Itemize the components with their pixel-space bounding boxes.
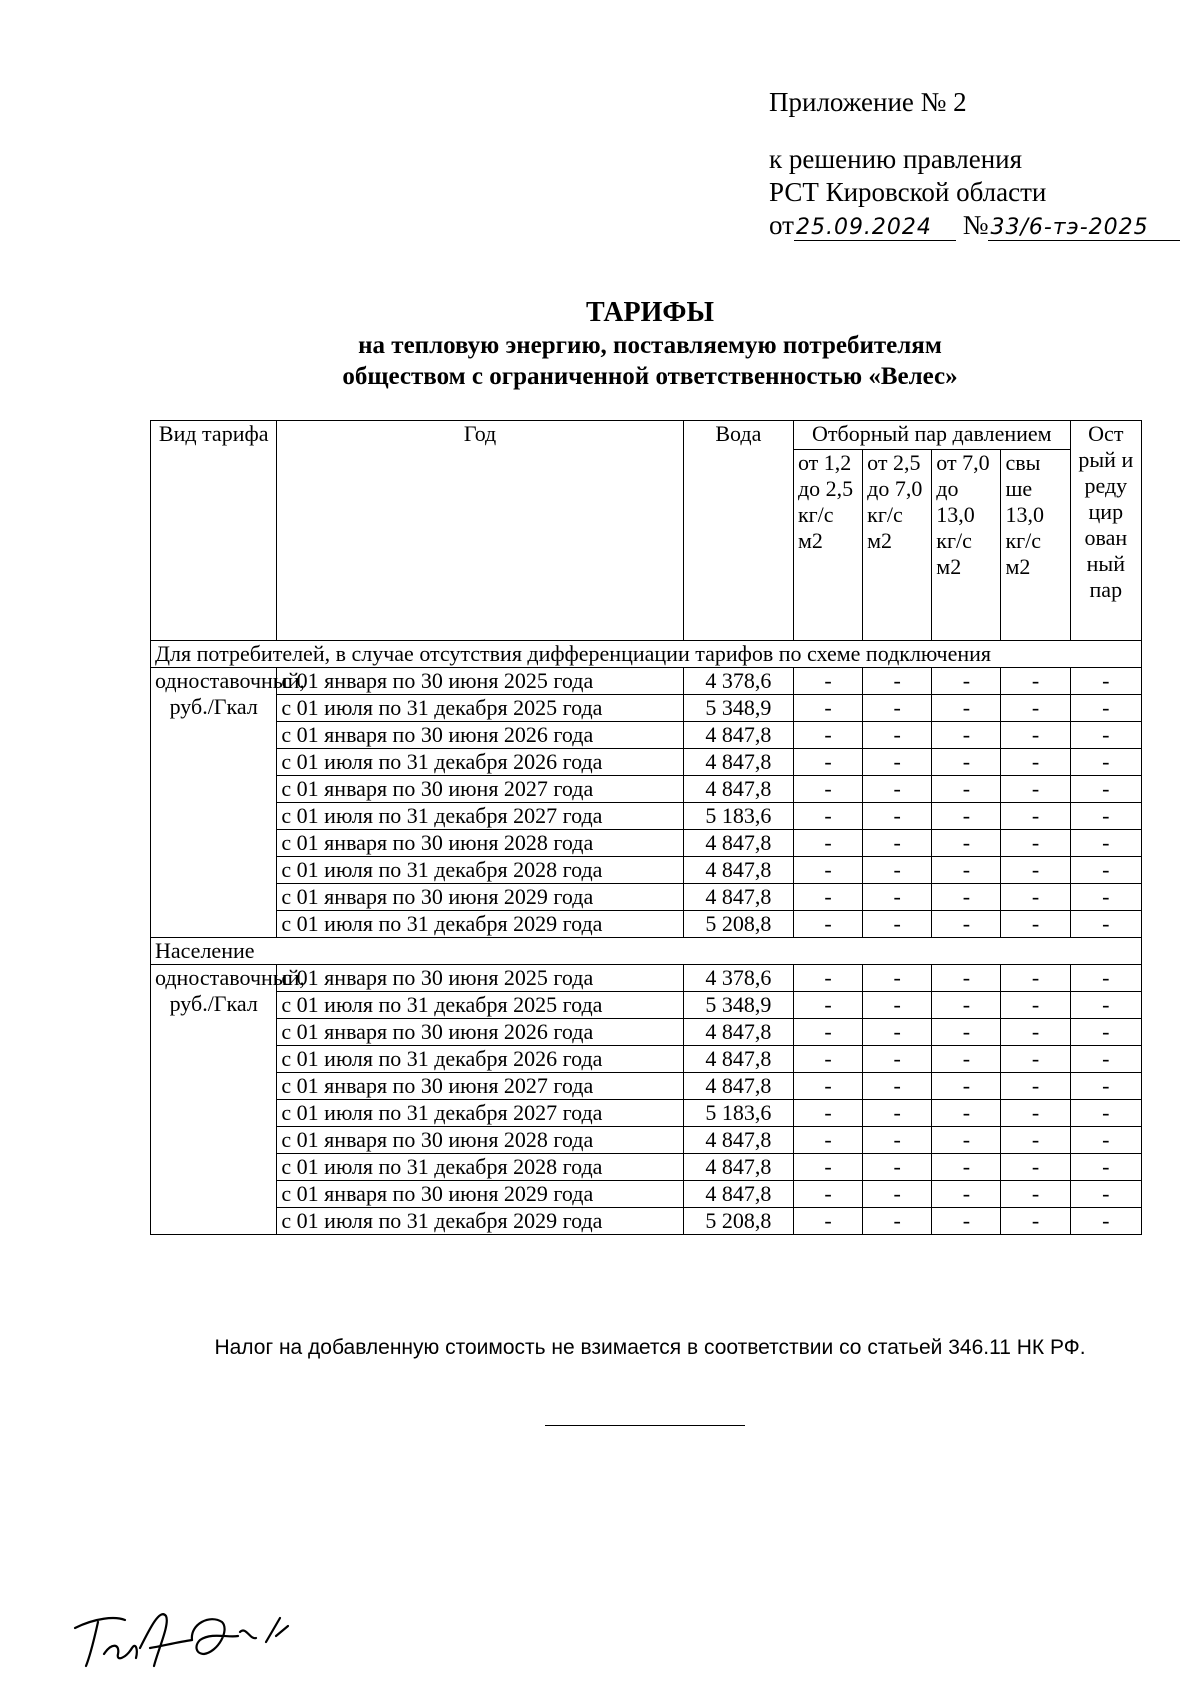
tariff-row [151, 1100, 1142, 1127]
steam-3-cell: - [932, 992, 1001, 1019]
steam-2-cell: - [863, 884, 932, 911]
reduced-steam-cell: - [1070, 1046, 1141, 1073]
period-cell: с 01 июля по 31 декабря 2027 года [277, 803, 683, 830]
water-tariff-cell: 4 847,8 [683, 722, 793, 749]
steam-2-cell: - [863, 803, 932, 830]
water-tariff-cell: 4 847,8 [683, 1127, 793, 1154]
reduced-steam-cell: - [1070, 1073, 1141, 1100]
steam-1-cell: - [793, 695, 862, 722]
handwritten-date: 25.09.2024 [794, 216, 956, 241]
steam-1-cell: - [793, 830, 862, 857]
tariff-row [151, 749, 1142, 776]
steam-2-cell: - [863, 749, 932, 776]
steam-3-cell: - [932, 1127, 1001, 1154]
appendix-authority: РСТ Кировской области [769, 177, 1047, 207]
section-row [151, 938, 1142, 965]
tariff-row [151, 992, 1142, 1019]
appendix-number: Приложение № 2 [769, 87, 967, 117]
reduced-steam-cell: - [1070, 965, 1141, 992]
tariff-row [151, 695, 1142, 722]
tariff-type-cell: одноставочный, руб./Гкал [151, 965, 277, 1235]
header-year: Год [277, 421, 683, 641]
reduced-steam-cell: - [1070, 695, 1141, 722]
steam-4-cell: - [1001, 992, 1070, 1019]
steam-2-cell: - [863, 992, 932, 1019]
reduced-steam-cell: - [1070, 803, 1141, 830]
water-tariff-cell: 4 847,8 [683, 830, 793, 857]
reduced-steam-cell: - [1070, 1154, 1141, 1181]
reduced-steam-cell: - [1070, 1208, 1141, 1235]
steam-1-cell: - [793, 776, 862, 803]
period-cell: с 01 января по 30 июня 2026 года [277, 1019, 683, 1046]
period-cell: с 01 июля по 31 декабря 2029 года [277, 911, 683, 938]
tariff-table [150, 420, 1142, 1235]
steam-4-cell: - [1001, 722, 1070, 749]
tariff-row [151, 1073, 1142, 1100]
steam-4-cell: - [1001, 668, 1070, 695]
water-tariff-cell: 4 847,8 [683, 1046, 793, 1073]
tariff-row [151, 1154, 1142, 1181]
header-type: Вид тарифа [151, 421, 277, 641]
steam-4-cell: - [1001, 749, 1070, 776]
steam-2-cell: - [863, 1019, 932, 1046]
period-cell: с 01 июля по 31 декабря 2028 года [277, 1154, 683, 1181]
header-steam-3: от 7,0 до 13,0 кг/с м2 [932, 450, 1001, 641]
header-steam-2: от 2,5 до 7,0 кг/с м2 [863, 450, 932, 641]
tariff-type-cell: одноставочный, руб./Гкал [151, 668, 277, 938]
appendix-date-line [769, 209, 1180, 242]
tariff-row [151, 1046, 1142, 1073]
steam-4-cell: - [1001, 911, 1070, 938]
steam-2-cell: - [863, 668, 932, 695]
period-cell: с 01 января по 30 июня 2029 года [277, 884, 683, 911]
tariff-row [151, 668, 1142, 695]
steam-1-cell: - [793, 749, 862, 776]
document-title [0, 296, 1200, 392]
steam-1-cell: - [793, 992, 862, 1019]
steam-3-cell: - [932, 749, 1001, 776]
steam-4-cell: - [1001, 1046, 1070, 1073]
steam-2-cell: - [863, 1154, 932, 1181]
steam-2-cell: - [863, 1127, 932, 1154]
steam-2-cell: - [863, 1208, 932, 1235]
water-tariff-cell: 4 847,8 [683, 1073, 793, 1100]
water-tariff-cell: 4 847,8 [683, 749, 793, 776]
steam-4-cell: - [1001, 695, 1070, 722]
steam-4-cell: - [1001, 803, 1070, 830]
water-tariff-cell: 5 183,6 [683, 803, 793, 830]
date-prefix: от [769, 210, 794, 240]
steam-4-cell: - [1001, 776, 1070, 803]
steam-1-cell: - [793, 884, 862, 911]
steam-4-cell: - [1001, 830, 1070, 857]
steam-2-cell: - [863, 695, 932, 722]
steam-3-cell: - [932, 884, 1001, 911]
steam-3-cell: - [932, 857, 1001, 884]
reduced-steam-cell: - [1070, 1127, 1141, 1154]
steam-1-cell: - [793, 911, 862, 938]
header-steam-4: свы ше 13,0 кг/с м2 [1001, 450, 1070, 641]
steam-2-cell: - [863, 830, 932, 857]
steam-3-cell: - [932, 1154, 1001, 1181]
tariff-row [151, 803, 1142, 830]
steam-3-cell: - [932, 1208, 1001, 1235]
tariff-row [151, 776, 1142, 803]
steam-3-cell: - [932, 695, 1001, 722]
tariff-row [151, 1127, 1142, 1154]
steam-1-cell: - [793, 722, 862, 749]
steam-3-cell: - [932, 830, 1001, 857]
steam-1-cell: - [793, 965, 862, 992]
steam-1-cell: - [793, 803, 862, 830]
steam-4-cell: - [1001, 1019, 1070, 1046]
water-tariff-cell: 5 348,9 [683, 992, 793, 1019]
steam-1-cell: - [793, 668, 862, 695]
period-cell: с 01 июля по 31 декабря 2025 года [277, 992, 683, 1019]
water-tariff-cell: 4 378,6 [683, 668, 793, 695]
reduced-steam-cell: - [1070, 1100, 1141, 1127]
reduced-steam-cell: - [1070, 992, 1141, 1019]
tariff-row [151, 1208, 1142, 1235]
tariff-row [151, 884, 1142, 911]
steam-4-cell: - [1001, 965, 1070, 992]
steam-3-cell: - [932, 722, 1001, 749]
steam-3-cell: - [932, 668, 1001, 695]
steam-2-cell: - [863, 911, 932, 938]
steam-4-cell: - [1001, 1073, 1070, 1100]
period-cell: с 01 июля по 31 декабря 2026 года [277, 749, 683, 776]
period-cell: с 01 января по 30 июня 2027 года [277, 776, 683, 803]
steam-4-cell: - [1001, 884, 1070, 911]
appendix-block [769, 86, 1180, 242]
reduced-steam-cell: - [1070, 1019, 1141, 1046]
period-cell: с 01 января по 30 июня 2025 года [277, 965, 683, 992]
reduced-steam-cell: - [1070, 722, 1141, 749]
water-tariff-cell: 5 183,6 [683, 1100, 793, 1127]
period-cell: с 01 июля по 31 декабря 2027 года [277, 1100, 683, 1127]
steam-2-cell: - [863, 776, 932, 803]
water-tariff-cell: 4 847,8 [683, 1019, 793, 1046]
steam-3-cell: - [932, 1073, 1001, 1100]
tariff-row [151, 722, 1142, 749]
signature-image [70, 1588, 370, 1678]
steam-1-cell: - [793, 1127, 862, 1154]
steam-2-cell: - [863, 965, 932, 992]
period-cell: с 01 июля по 31 декабря 2028 года [277, 857, 683, 884]
reduced-steam-cell: - [1070, 884, 1141, 911]
water-tariff-cell: 4 847,8 [683, 776, 793, 803]
steam-4-cell: - [1001, 857, 1070, 884]
tariff-row [151, 857, 1142, 884]
handwritten-number: 33/6-тэ-2025 [988, 216, 1180, 241]
end-rule [545, 1425, 745, 1426]
steam-3-cell: - [932, 1019, 1001, 1046]
period-cell: с 01 января по 30 июня 2028 года [277, 830, 683, 857]
title-line-2: обществом с ограниченной ответственностью «Велес» [342, 363, 958, 390]
header-steam-1: от 1,2 до 2,5 кг/с м2 [793, 450, 862, 641]
reduced-steam-cell: - [1070, 911, 1141, 938]
reduced-steam-cell: - [1070, 857, 1141, 884]
steam-4-cell: - [1001, 1127, 1070, 1154]
period-cell: с 01 января по 30 июня 2026 года [277, 722, 683, 749]
title-heading: ТАРИФЫ [586, 297, 714, 328]
steam-3-cell: - [932, 776, 1001, 803]
steam-3-cell: - [932, 965, 1001, 992]
number-prefix: № [962, 210, 989, 240]
title-line-1: на тепловую энергию, поставляемую потребителям [358, 332, 942, 359]
header-steam-group: Отборный пар давлением [793, 421, 1070, 450]
steam-4-cell: - [1001, 1100, 1070, 1127]
steam-1-cell: - [793, 1181, 862, 1208]
water-tariff-cell: 5 208,8 [683, 1208, 793, 1235]
steam-2-cell: - [863, 857, 932, 884]
steam-1-cell: - [793, 1019, 862, 1046]
water-tariff-cell: 5 348,9 [683, 695, 793, 722]
tariff-row [151, 830, 1142, 857]
steam-1-cell: - [793, 1100, 862, 1127]
steam-2-cell: - [863, 1181, 932, 1208]
section-row [151, 641, 1142, 668]
steam-4-cell: - [1001, 1208, 1070, 1235]
steam-2-cell: - [863, 722, 932, 749]
period-cell: с 01 июля по 31 декабря 2026 года [277, 1046, 683, 1073]
reduced-steam-cell: - [1070, 1181, 1141, 1208]
period-cell: с 01 января по 30 июня 2027 года [277, 1073, 683, 1100]
reduced-steam-cell: - [1070, 668, 1141, 695]
header-water: Вода [683, 421, 793, 641]
steam-2-cell: - [863, 1100, 932, 1127]
section-label: Для потребителей, в случае отсутствия дифференциации тарифов по схеме подключения [151, 641, 1142, 668]
water-tariff-cell: 4 847,8 [683, 857, 793, 884]
steam-2-cell: - [863, 1073, 932, 1100]
water-tariff-cell: 4 847,8 [683, 884, 793, 911]
steam-1-cell: - [793, 1208, 862, 1235]
steam-1-cell: - [793, 857, 862, 884]
steam-3-cell: - [932, 1100, 1001, 1127]
steam-3-cell: - [932, 911, 1001, 938]
steam-3-cell: - [932, 803, 1001, 830]
appendix-decision: к решению правления [769, 144, 1023, 174]
tariff-table-body [151, 641, 1142, 1235]
section-label: Население [151, 938, 1142, 965]
steam-1-cell: - [793, 1154, 862, 1181]
period-cell: с 01 января по 30 июня 2025 года [277, 668, 683, 695]
vat-footnote: Налог на добавленную стоимость не взимается в соответствии со статьей 346.11 НК РФ. [214, 1336, 1086, 1359]
reduced-steam-cell: - [1070, 830, 1141, 857]
tariff-row [151, 1019, 1142, 1046]
period-cell: с 01 января по 30 июня 2029 года [277, 1181, 683, 1208]
header-reduced-steam: Ост рый и реду цир ован ный пар [1070, 421, 1141, 641]
water-tariff-cell: 5 208,8 [683, 911, 793, 938]
tariff-row [151, 965, 1142, 992]
period-cell: с 01 июля по 31 декабря 2025 года [277, 695, 683, 722]
steam-2-cell: - [863, 1046, 932, 1073]
steam-1-cell: - [793, 1073, 862, 1100]
water-tariff-cell: 4 378,6 [683, 965, 793, 992]
water-tariff-cell: 4 847,8 [683, 1181, 793, 1208]
steam-1-cell: - [793, 1046, 862, 1073]
tariff-row [151, 911, 1142, 938]
reduced-steam-cell: - [1070, 749, 1141, 776]
steam-4-cell: - [1001, 1154, 1070, 1181]
water-tariff-cell: 4 847,8 [683, 1154, 793, 1181]
period-cell: с 01 января по 30 июня 2028 года [277, 1127, 683, 1154]
period-cell: с 01 июля по 31 декабря 2029 года [277, 1208, 683, 1235]
header-row-1 [151, 421, 1142, 450]
tariff-row [151, 1181, 1142, 1208]
steam-3-cell: - [932, 1181, 1001, 1208]
steam-4-cell: - [1001, 1181, 1070, 1208]
steam-3-cell: - [932, 1046, 1001, 1073]
reduced-steam-cell: - [1070, 776, 1141, 803]
